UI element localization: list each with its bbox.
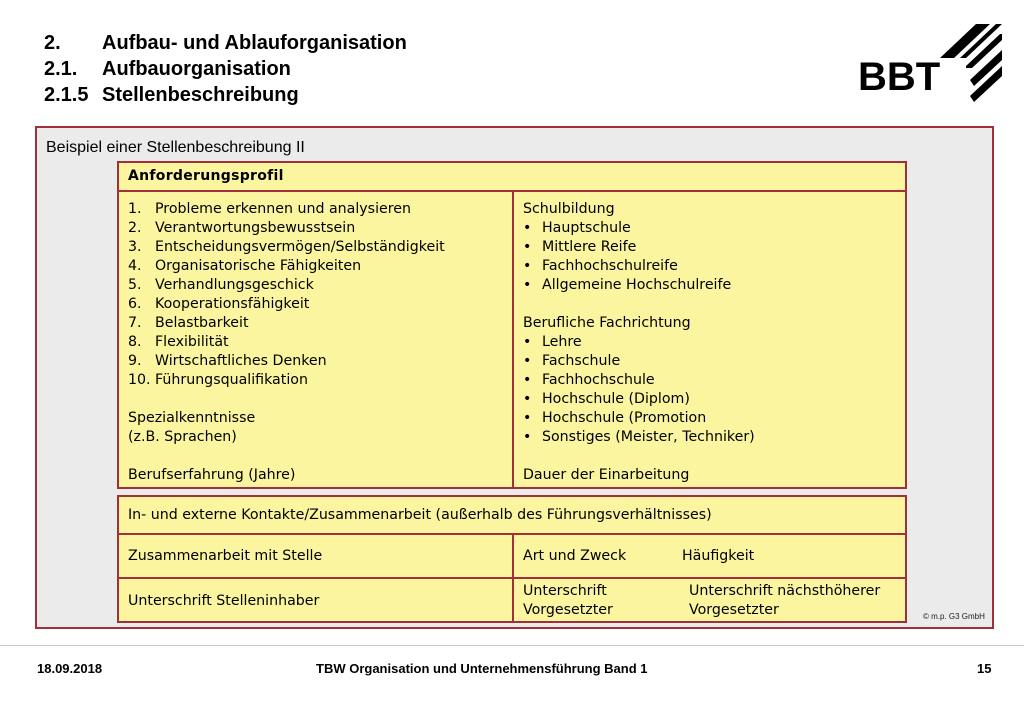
heading-level2 (44, 57, 291, 81)
list-item: • Mittlere Reife (523, 239, 637, 255)
column-divider (512, 192, 514, 487)
list-item: • Allgemeine Hochschulreife (523, 277, 732, 293)
heading-level1 (44, 31, 407, 55)
list-item: • Hochschule (Promotion (523, 410, 707, 426)
contacts-heading: In- und externe Kontakte/Zusammenarbeit (außerhalb des Führungsverhältnisses) (128, 507, 712, 523)
list-item: 7. Belastbarkeit (128, 315, 249, 331)
supervisor-label: Vorgesetzter (523, 602, 613, 618)
frequency-label: Häufigkeit (682, 548, 755, 564)
special-knowledge-note: (z.B. Sprachen) (128, 429, 237, 445)
list-item: 5. Verhandlungsgeschick (128, 277, 314, 293)
panel-title: Beispiel einer Stellenbeschreibung II (46, 139, 305, 156)
cooperation-label: Zusammenarbeit mit Stelle (128, 548, 323, 564)
list-item: 6. Kooperationsfähigkeit (128, 296, 310, 312)
list-item: 3. Entscheidungsvermögen/Selbständigkeit (128, 239, 445, 255)
type-purpose-label: Art und Zweck (523, 548, 627, 564)
holder-signature-label: Unterschrift Stelleninhaber (128, 593, 320, 609)
list-item: 9. Wirtschaftliches Denken (128, 353, 327, 369)
list-item: • Lehre (523, 334, 582, 350)
list-item: • Sonstiges (Meister, Techniker) (523, 429, 755, 445)
induction-duration-label: Dauer der Einarbeitung (523, 467, 690, 483)
page-number: 15 (977, 661, 992, 676)
heading-level2-number: 2.1. (44, 58, 78, 80)
requirements-table (117, 161, 907, 489)
heading-level3 (44, 83, 299, 107)
list-item: 2. Verantwortungsbewusstsein (128, 220, 356, 236)
list-item: • Hochschule (Diplom) (523, 391, 690, 407)
heading-level1-text: Aufbau- und Ablauforganisation (102, 32, 407, 54)
list-item: • Hauptschule (523, 220, 631, 236)
footer-title: TBW Organisation und Unternehmensführung Band 1 (316, 661, 648, 676)
supervisor-signature-label: Unterschrift (523, 583, 607, 599)
footer-date: 18.09.2018 (37, 661, 103, 676)
heading-level3-number: 2.1.5 (44, 84, 89, 106)
requirements-table-header (119, 163, 905, 192)
requirements-left-column (128, 200, 445, 485)
school-education-label: Schulbildung (523, 201, 615, 217)
contacts-table (117, 495, 907, 623)
list-item: 10. Führungsqualifikation (128, 372, 308, 388)
list-item: • Fachhochschulreife (523, 258, 678, 274)
requirements-heading: Anforderungsprofil (128, 168, 284, 184)
list-item: 8. Flexibilität (128, 334, 229, 350)
experience-label: Berufserfahrung (Jahre) (128, 467, 296, 483)
special-knowledge-label: Spezialkenntnisse (128, 410, 256, 426)
heading-level1-number: 2. (44, 32, 61, 54)
copyright-notice: © m.p. G3 GmbH (923, 612, 985, 621)
heading-level2-text: Aufbauorganisation (102, 58, 291, 80)
list-item: 1. Probleme erkennen und analysieren (128, 201, 411, 217)
logo-text: BBT (858, 55, 941, 99)
requirements-right-column (523, 200, 755, 485)
heading-level3-text: Stellenbeschreibung (102, 84, 299, 106)
list-item: • Fachschule (523, 353, 621, 369)
higher-supervisor-signature-label: Unterschrift nächsthöherer (689, 583, 881, 599)
list-item: 4. Organisatorische Fähigkeiten (128, 258, 362, 274)
higher-supervisor-label: Vorgesetzter (689, 602, 779, 618)
bbt-logo (858, 20, 1002, 110)
footer-divider (0, 645, 1024, 646)
vocational-field-label: Berufliche Fachrichtung (523, 315, 691, 331)
list-item: • Fachhochschule (523, 372, 655, 388)
table-row (119, 497, 905, 535)
column-divider (512, 535, 514, 621)
